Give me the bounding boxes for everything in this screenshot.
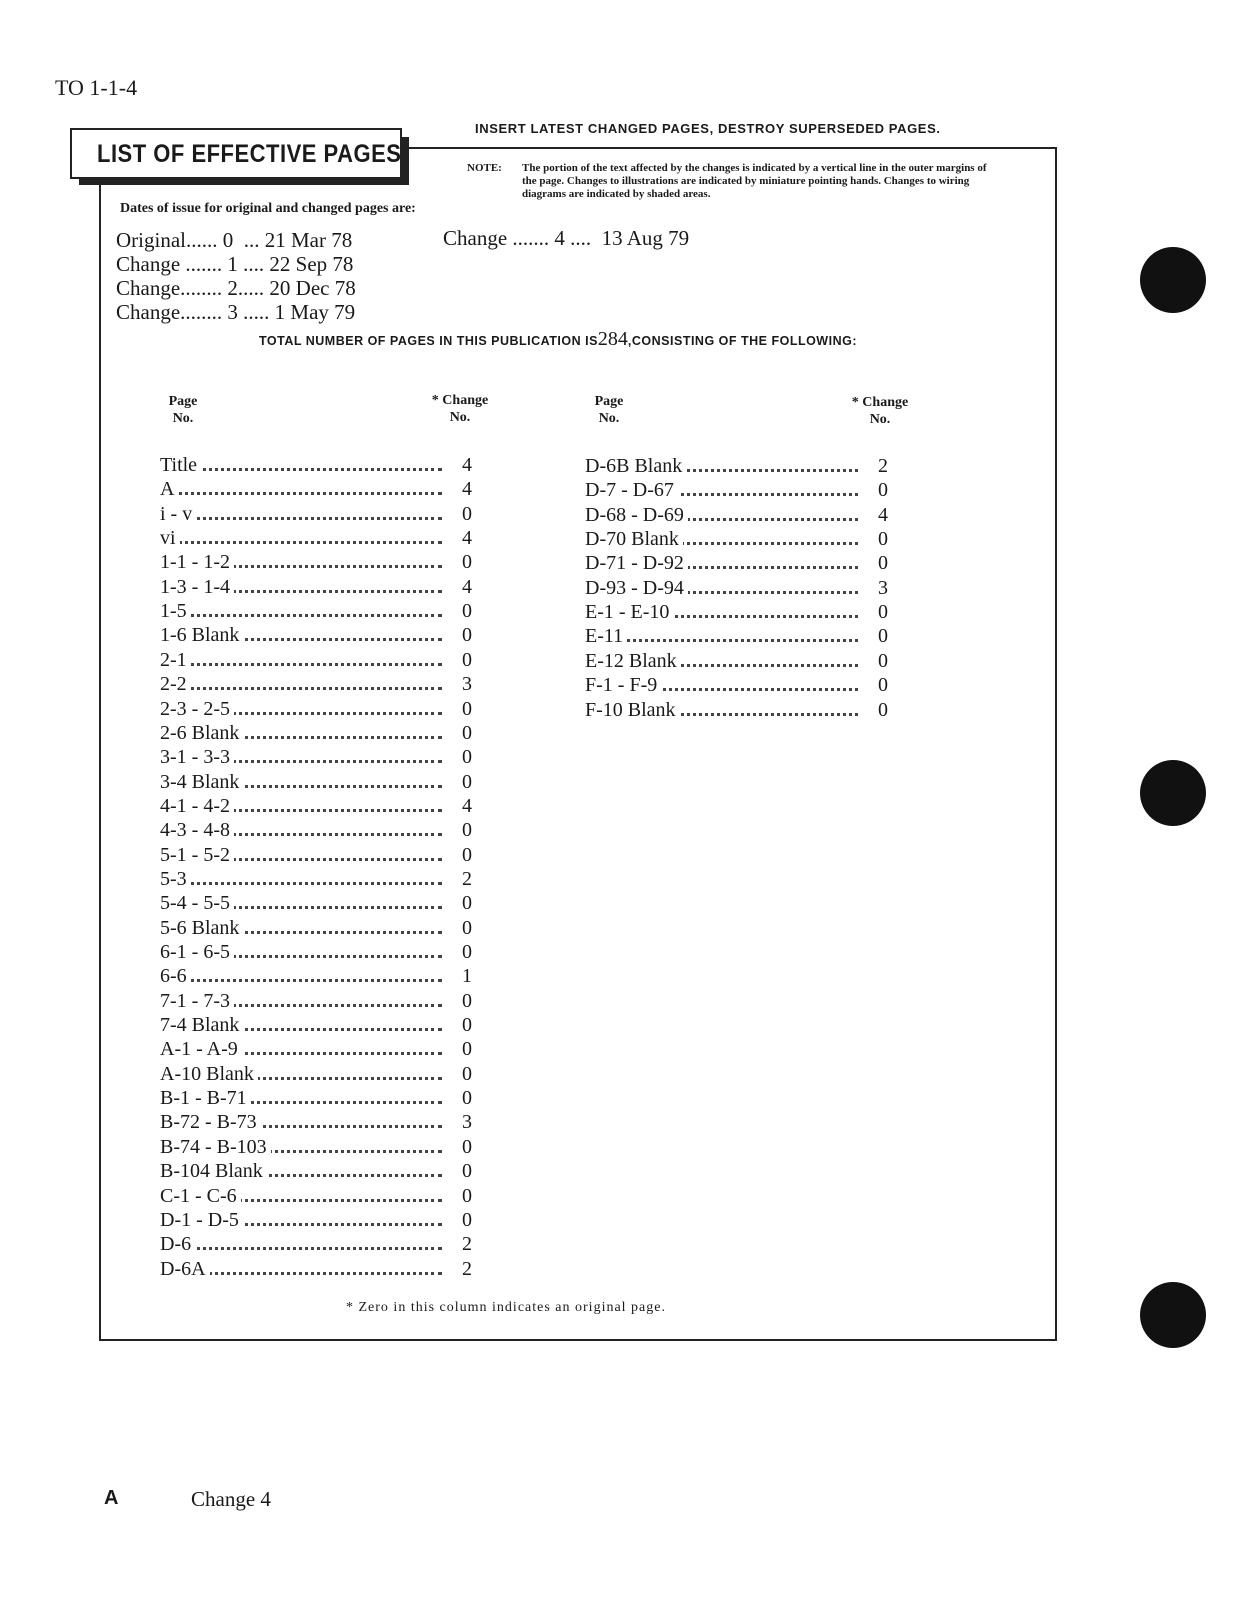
page-number: 1-1 - 1-2 (160, 551, 234, 574)
page-list-row (585, 479, 888, 503)
change-number: 4 (462, 454, 472, 476)
change-number: 0 (462, 916, 472, 939)
footnote: * Zero in this column indicates an original page. (346, 1300, 666, 1315)
page-number: Title (160, 454, 201, 477)
page-list-row (160, 1209, 472, 1233)
dot-leader (160, 614, 442, 617)
note-text: The portion of the text affected by the changes is indicated by a vertical line in the outer margins of the page. Changes to illustrations are indicated by miniature pointing hands. Changes to wiring diagrams are indicated by shaded areas. (522, 162, 987, 200)
page-number: 1-5 (160, 600, 191, 623)
page-list-row (585, 504, 888, 528)
change-number: 0 (462, 1208, 472, 1231)
change-number: 0 (462, 770, 472, 793)
page-number: D-93 - D-94 (585, 577, 688, 600)
change-number: 4 (462, 527, 472, 550)
page-list-row (160, 1014, 472, 1038)
page-number: 4-3 - 4-8 (160, 819, 234, 842)
right-page-header (584, 393, 634, 427)
dot-leader (160, 663, 442, 666)
page-list-row (585, 552, 888, 576)
page-number: E-12 Blank (585, 650, 681, 673)
change-number: 0 (462, 1135, 472, 1158)
change-number: 0 (878, 625, 888, 648)
dot-leader (160, 541, 442, 544)
change-no-header-label: No. (869, 412, 891, 427)
page-number: vi (160, 527, 180, 550)
page-number: D-1 - D-5 (160, 1209, 243, 1232)
page-list-row (160, 1258, 472, 1282)
page-list-row (585, 650, 888, 674)
page-number: C-1 - C-6 (160, 1185, 241, 1208)
change-number: 0 (462, 819, 472, 842)
page-list-row (585, 699, 888, 723)
change-number: 0 (462, 843, 472, 866)
change-number: 4 (462, 575, 472, 598)
page-number: B-104 Blank (160, 1160, 267, 1183)
page-number: 2-2 (160, 673, 191, 696)
page-header-label: Page (594, 394, 624, 409)
page-number: B-1 - B-71 (160, 1087, 251, 1110)
right-change-header (840, 394, 920, 428)
page-number: 5-4 - 5-5 (160, 892, 234, 915)
change-number: 0 (462, 551, 472, 574)
change-number: 0 (462, 892, 472, 915)
change-number: 0 (462, 1062, 472, 1085)
change-number: 0 (878, 601, 888, 624)
page-list-row (160, 771, 472, 795)
change-number: 0 (462, 1184, 472, 1207)
left-page-header (158, 393, 208, 427)
page-number: 1-6 Blank (160, 624, 243, 647)
note-label: NOTE: (467, 162, 502, 174)
punch-hole (1140, 1282, 1206, 1348)
change-number: 3 (462, 673, 472, 696)
page-list-row (160, 941, 472, 965)
change-number: 4 (878, 503, 888, 526)
change-number: 2 (462, 1233, 472, 1256)
page-list-row (585, 674, 888, 698)
page-number: D-6B Blank (585, 455, 686, 478)
page-number: E-1 - E-10 (585, 601, 673, 624)
issue-change-2: Change........ 2..... 20 Dec 78 (116, 276, 356, 300)
page-number: D-7 - D-67 (585, 479, 678, 502)
page-number: 2-1 (160, 649, 191, 672)
page-number: D-6A (160, 1258, 210, 1281)
page-header-label: Page (168, 394, 198, 409)
page-list-row (160, 551, 472, 575)
page-title: LIST OF EFFECTIVE PAGES (97, 139, 402, 168)
page-number: D-71 - D-92 (585, 552, 688, 575)
issue-original: Original...... 0 ... 21 Mar 78 (116, 228, 353, 252)
change-number: 0 (878, 552, 888, 575)
page-list-row (160, 892, 472, 916)
change-number: 4 (462, 794, 472, 817)
page-number: 3-1 - 3-3 (160, 746, 234, 769)
page-number: D-6 (160, 1233, 195, 1256)
change-number: 4 (462, 478, 472, 501)
change-number: 0 (462, 1038, 472, 1061)
page-list-row (585, 528, 888, 552)
page-number: F-1 - F-9 (585, 674, 661, 697)
dot-leader (160, 468, 442, 471)
page-no-header-label: No. (598, 411, 620, 426)
dot-leader (160, 687, 442, 690)
page-number: 2-3 - 2-5 (160, 698, 234, 721)
page-list-row (160, 990, 472, 1014)
page-list-row (160, 819, 472, 843)
change-number: 0 (462, 624, 472, 647)
issue-change-3: Change........ 3 ..... 1 May 79 (116, 300, 356, 324)
change-number: 2 (878, 455, 888, 477)
page-list-row (160, 478, 472, 502)
change-number: 0 (462, 746, 472, 769)
change-number: 1 (462, 965, 472, 988)
total-prefix: TOTAL NUMBER OF PAGES IN THIS PUBLICATION IS (259, 334, 598, 348)
total-suffix: ,CONSISTING OF THE FOLLOWING: (627, 334, 857, 348)
page-number: D-68 - D-69 (585, 504, 688, 527)
change-number: 0 (462, 941, 472, 963)
change-header-label: * Change (431, 393, 489, 408)
change-number: 0 (462, 600, 472, 623)
page-list-row (160, 698, 472, 722)
change-number: 0 (462, 989, 472, 1012)
page-list-row (160, 844, 472, 868)
change-header-label: * Change (851, 395, 909, 410)
issue-dates-intro: Dates of issue for original and changed pages are: (120, 201, 416, 216)
page-number: 4-1 - 4-2 (160, 795, 234, 818)
dot-leader (160, 882, 442, 885)
page-list-row (160, 1111, 472, 1135)
page-list-row (160, 1136, 472, 1160)
change-number: 2 (462, 867, 472, 890)
change-number: 0 (462, 1087, 472, 1110)
page-list-row (160, 673, 472, 697)
change-number: 0 (878, 649, 888, 672)
page-list-row (160, 576, 472, 600)
page-number: B-72 - B-73 (160, 1111, 261, 1134)
total-pages-line (259, 328, 857, 351)
change-number: 3 (878, 576, 888, 599)
page-number: 1-3 - 1-4 (160, 576, 234, 599)
page-list-row (160, 1185, 472, 1209)
footer-change-label: Change 4 (191, 1487, 271, 1511)
page-number: 5-6 Blank (160, 917, 243, 940)
change-number: 0 (462, 1160, 472, 1183)
page-list-row (160, 527, 472, 551)
page-list-row (160, 624, 472, 648)
dot-leader (160, 979, 442, 982)
page-list-row (585, 455, 888, 479)
page-list-row (160, 917, 472, 941)
page-number: 3-4 Blank (160, 771, 243, 794)
change-number: 0 (878, 698, 888, 721)
page-number: 7-1 - 7-3 (160, 990, 234, 1013)
page-number: A-1 - A-9 (160, 1038, 242, 1061)
page-no-header-label: No. (172, 411, 194, 426)
footer-page-letter: A (104, 1487, 119, 1509)
page-list-row (585, 577, 888, 601)
change-number: 0 (878, 674, 888, 697)
page-list-row (160, 722, 472, 746)
insert-pages-instruction: INSERT LATEST CHANGED PAGES, DESTROY SUPERSEDED PAGES. (475, 121, 941, 136)
change-number: 0 (878, 479, 888, 502)
change-number: 0 (462, 697, 472, 720)
page-number: 7-4 Blank (160, 1014, 243, 1037)
page-list-row (160, 1087, 472, 1111)
issue-change-4: Change ....... 4 .... 13 Aug 79 (443, 226, 690, 250)
punch-hole (1140, 247, 1206, 313)
change-number: 3 (462, 1111, 472, 1134)
page-list-row (160, 795, 472, 819)
change-no-header-label: No. (449, 410, 471, 425)
page-list-row (585, 625, 888, 649)
page-number: 6-1 - 6-5 (160, 941, 234, 964)
page-number: 5-3 (160, 868, 191, 891)
page-list-row (160, 1160, 472, 1184)
page-number: B-74 - B-103 (160, 1136, 271, 1159)
document-number: TO 1-1-4 (55, 75, 138, 100)
page-list-row (160, 868, 472, 892)
left-change-header (420, 392, 500, 426)
page-number: 6-6 (160, 965, 191, 988)
dot-leader (160, 1247, 442, 1250)
page-number: A (160, 478, 178, 501)
page-number: i - v (160, 503, 196, 526)
page-list-row (160, 454, 472, 478)
page-number: 5-1 - 5-2 (160, 844, 234, 867)
change-number: 0 (462, 648, 472, 671)
change-number: 0 (462, 721, 472, 744)
page-number: F-10 Blank (585, 699, 680, 722)
change-number: 0 (462, 1014, 472, 1037)
issue-change-1: Change ....... 1 .... 22 Sep 78 (116, 252, 354, 276)
page-number: E-11 (585, 625, 627, 648)
page-number: D-70 Blank (585, 528, 683, 551)
page-list-row (160, 1233, 472, 1257)
change-number: 0 (878, 528, 888, 551)
page-list-row (160, 649, 472, 673)
change-number: 0 (462, 502, 472, 525)
page-list-row (160, 1038, 472, 1062)
punch-hole (1140, 760, 1206, 826)
page-list-row (160, 503, 472, 527)
page-list-row (585, 601, 888, 625)
page-number: A-10 Blank (160, 1063, 258, 1086)
page-list-row (160, 1063, 472, 1087)
page-list-row (160, 600, 472, 624)
page-list-row (160, 965, 472, 989)
dot-leader (160, 517, 442, 520)
change-number: 2 (462, 1257, 472, 1280)
page-list-row (160, 746, 472, 770)
dot-leader (160, 492, 442, 495)
total-page-count: 284 (597, 328, 628, 350)
page-number: 2-6 Blank (160, 722, 243, 745)
